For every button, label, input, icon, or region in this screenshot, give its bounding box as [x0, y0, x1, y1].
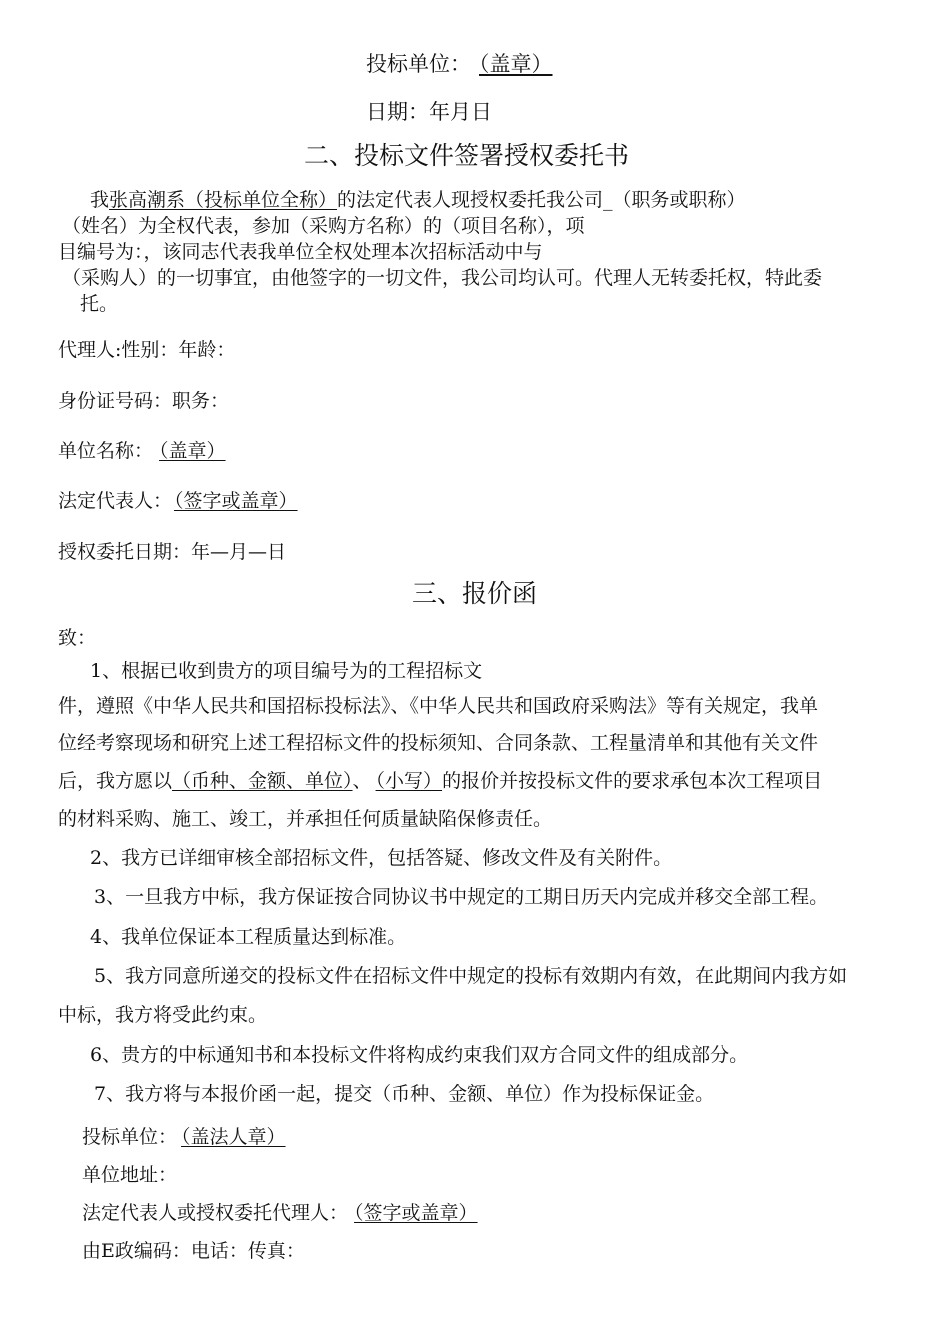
item4: 4、我单位保证本工程质量达到标准。: [90, 926, 407, 948]
item5-line-2: 中标，我方将受此约束。: [58, 1004, 268, 1026]
quote-bidder-line: [82, 1125, 286, 1149]
item1-l4-e: 的报价并按投标文件的要求承包本次工程项目: [442, 770, 823, 792]
item1-line-3: 位经考察现场和研究上述工程招标文件的投标须知、合同条款、工程量清单和其他有关文件: [58, 732, 819, 754]
quote-bidder-label: 投标单位：: [82, 1126, 178, 1148]
p1-text-a: 我: [90, 189, 110, 211]
header-date: 日期：年月日: [366, 100, 492, 124]
quote-address-line: 单位地址：: [82, 1164, 178, 1186]
header-bidder-value: （盖章）: [479, 52, 553, 76]
section3-title: 三、报价函: [412, 579, 538, 608]
header-bidder-line: [366, 52, 553, 76]
id-line: 身份证号码：职务：: [58, 390, 230, 412]
unit-value: （盖章）: [159, 440, 226, 462]
agent-line: 代理人:性别：年龄：: [58, 339, 236, 361]
p1-bidder-name: 张高潮系（投标单位全称）: [109, 189, 338, 211]
item6: 6、贵方的中标通知书和本投标文件将构成约束我们双方合同文件的组成部分。: [90, 1044, 749, 1066]
legal-rep-line: [58, 489, 298, 513]
p1-text-c: 的法定代表人现授权委托我公司_（职务或职称）: [337, 189, 746, 211]
quote-rep-value: （签字或盖章）: [354, 1202, 478, 1224]
section2-para-line-3: 目编号为：，该同志代表我单位全权处理本次招标活动中与: [58, 241, 543, 263]
legal-rep-label: 法定代表人：: [58, 490, 173, 512]
item2: 2、我方已详细审核全部招标文件，包括答疑、修改文件及有关附件。: [90, 847, 673, 869]
legal-rep-value: （签字或盖章）: [174, 490, 298, 512]
item1-line-4: [58, 769, 822, 793]
auth-date-line: 授权委托日期：年—月—日: [58, 541, 287, 563]
unit-line: [58, 439, 226, 463]
quote-contact-line: 由E政编码：电话：传真：: [82, 1240, 305, 1262]
section2-title: 二、投标文件签署授权委托书: [304, 141, 630, 170]
item5-line-1: 5、我方同意所递交的投标文件在招标文件中规定的投标有效期内有效，在此期间内我方如: [94, 965, 848, 987]
quote-rep-label: 法定代表人或授权委托代理人：: [82, 1202, 349, 1224]
item7: 7、我方将与本报价函一起，提交（币种、金额、单位）作为投标保证金。: [94, 1083, 715, 1105]
section2-para-line-5: 托。: [80, 293, 119, 315]
item1-amount-currency: （币种、金额、单位）: [172, 770, 353, 792]
quote-bidder-value: （盖法人章）: [181, 1126, 286, 1148]
item1-line-1: 1、根据已收到贵方的项目编号为的工程招标文: [90, 660, 483, 682]
section2-para-line-2: （姓名）为全权代表，参加（采购方名称）的（项目名称），项: [62, 215, 585, 237]
section3-to: 致：: [58, 627, 97, 649]
item1-amount-lower: （小写）: [375, 770, 443, 792]
item1-line-2: 件，遵照《中华人民共和国招标投标法》、《中华人民共和国政府采购法》等有关规定，我单: [58, 695, 819, 717]
item3: 3、一旦我方中标，我方保证按合同协议书中规定的工期日历天内完成并移交全部工程。: [94, 886, 829, 908]
item1-l4-a: 后，我方愿以: [58, 770, 173, 792]
header-bidder-label: 投标单位：: [366, 52, 471, 76]
section2-para-line-1: [90, 188, 746, 212]
section2-para-line-4: （采购人）的一切事宜，由他签字的一切文件，我公司均认可。代理人无转委托权，特此委: [62, 267, 823, 289]
unit-label: 单位名称：: [58, 440, 154, 462]
quote-rep-line: [82, 1201, 478, 1225]
item1-l4-c: 、: [352, 770, 372, 792]
item1-line-5: 的材料采购、施工、竣工，并承担任何质量缺陷保修责任。: [58, 808, 553, 830]
